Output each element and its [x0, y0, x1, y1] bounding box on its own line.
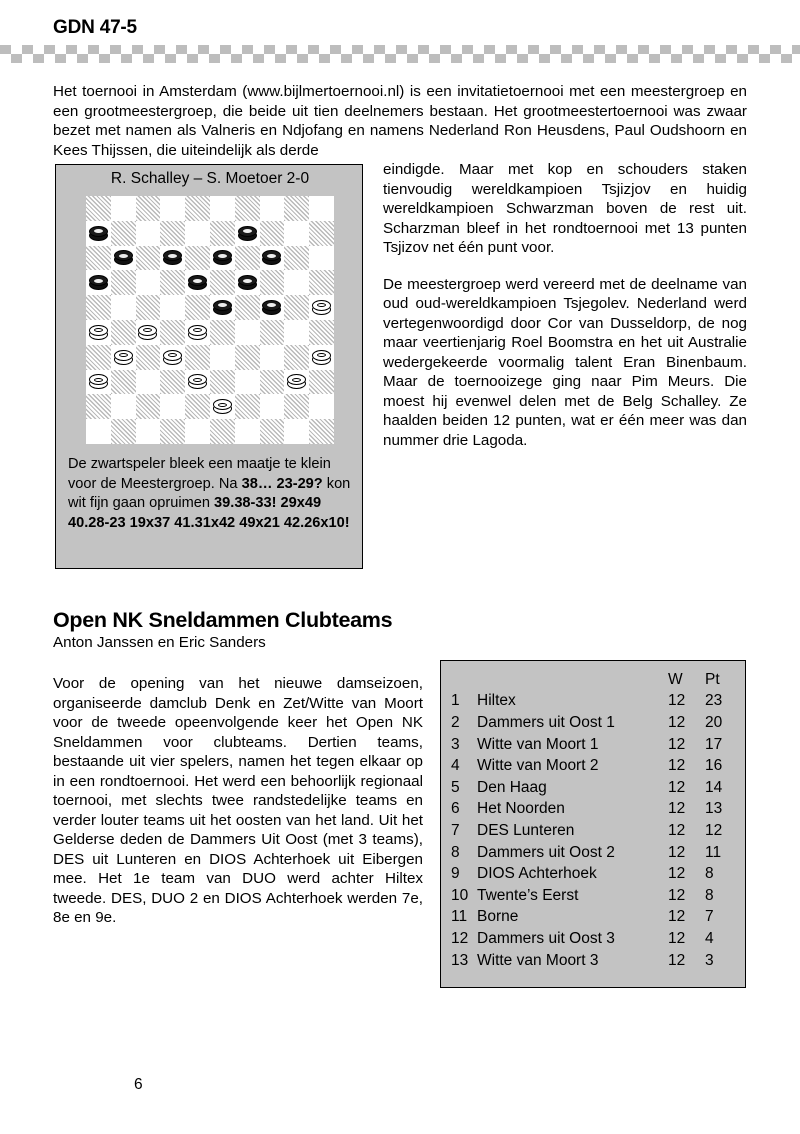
board-square-r3c5 — [185, 246, 210, 271]
table-row — [451, 842, 731, 864]
cell-team: Dammers uit Oost 1 — [477, 713, 615, 731]
cell-rank: 1 — [451, 692, 460, 710]
board-square-r2c1 — [86, 221, 111, 246]
checkered-rule-icon — [0, 45, 800, 63]
board-square-r5c5 — [185, 295, 210, 320]
diagram-note-move-1: 38… 23-29? — [241, 475, 323, 492]
board-square-r4c7 — [235, 270, 260, 295]
cell-wins: 12 — [668, 951, 686, 969]
cell-wins: 12 — [668, 886, 686, 904]
board-square-r9c1 — [86, 394, 111, 419]
cell-rank: 12 — [451, 929, 469, 947]
board-square-r7c8 — [260, 345, 285, 370]
cell-points: 12 — [705, 821, 723, 839]
cell-rank: 3 — [451, 735, 460, 753]
cell-rank: 9 — [451, 865, 460, 883]
board-square-r5c9 — [284, 295, 309, 320]
table-row — [451, 885, 731, 907]
page-number: 6 — [134, 1076, 143, 1093]
cell-points: 16 — [705, 757, 723, 775]
board-square-r6c7 — [235, 320, 260, 345]
cell-team: Den Haag — [477, 778, 547, 796]
diagram-note-text-1: De zwartspeler bleek een maatje te klein voor de Meestergroep. Na — [68, 456, 331, 492]
board-square-r2c10 — [309, 221, 334, 246]
board-square-r8c7 — [235, 370, 260, 395]
diagram-note — [68, 455, 354, 533]
black-piece-icon — [114, 250, 133, 265]
board-square-r5c6 — [210, 295, 235, 320]
cell-wins: 12 — [668, 713, 686, 731]
white-piece-icon — [138, 325, 157, 340]
board-square-r4c8 — [260, 270, 285, 295]
board-square-r1c6 — [210, 196, 235, 221]
cell-points: 3 — [705, 951, 714, 969]
board-square-r9c3 — [136, 394, 161, 419]
cell-team: Twente’s Eerst — [477, 886, 579, 904]
board-square-r6c5 — [185, 320, 210, 345]
board-square-r1c4 — [160, 196, 185, 221]
board-square-r5c8 — [260, 295, 285, 320]
board-square-r2c5 — [185, 221, 210, 246]
board-square-r1c7 — [235, 196, 260, 221]
board-square-r7c6 — [210, 345, 235, 370]
board-square-r3c2 — [111, 246, 136, 271]
white-piece-icon — [287, 374, 306, 389]
board-square-r1c5 — [185, 196, 210, 221]
cell-team: DES Lunteren — [477, 821, 575, 839]
cell-points: 8 — [705, 865, 714, 883]
cell-points: 20 — [705, 713, 723, 731]
board-square-r2c6 — [210, 221, 235, 246]
board-square-r7c3 — [136, 345, 161, 370]
diagram-caption: R. Schalley – S. Moetoer 2-0 — [110, 170, 310, 187]
white-piece-icon — [312, 350, 331, 365]
board-square-r2c9 — [284, 221, 309, 246]
board-square-r4c6 — [210, 270, 235, 295]
table-row — [451, 799, 731, 821]
board-square-r10c4 — [160, 419, 185, 444]
cell-wins: 12 — [668, 778, 686, 796]
piece-disc-top — [163, 350, 182, 361]
piece-disc-top — [238, 226, 257, 237]
cell-team: Het Noorden — [477, 800, 565, 818]
board-square-r4c1 — [86, 270, 111, 295]
black-piece-icon — [262, 250, 281, 265]
cell-rank: 7 — [451, 821, 460, 839]
board-square-r6c1 — [86, 320, 111, 345]
cell-rank: 6 — [451, 800, 460, 818]
board-square-r4c4 — [160, 270, 185, 295]
cell-rank: 11 — [451, 908, 468, 926]
black-piece-icon — [213, 250, 232, 265]
diagram-note-move-2: 39.38-33! 29x49 40.28-23 19x37 41.31x42 49x21 42.26x10! — [68, 495, 350, 531]
board-square-r6c6 — [210, 320, 235, 345]
right-column-paragraph-2: De meestergroep werd vereerd met de deelname van oud oud-wereldkampioen Tsjegolev. Nederland werd vertegenwoordigd door Cor van Dusseldorp, de nog maar veertienjarig Roel Boomstra en het uit Australie wedergekeerde voormalig talent Eran Binenbaum. Maar de toernooizege ging naar Pim Meurs. Die moest hij evenwel delen met de Belg Schalley. Ze haalden beiden 12 punten, wat er één meer was dan nummer drie Lagoda. — [383, 275, 747, 449]
white-piece-icon — [163, 350, 182, 365]
black-piece-icon — [188, 275, 207, 290]
board-square-r10c6 — [210, 419, 235, 444]
board-square-r1c2 — [111, 196, 136, 221]
board-square-r1c1 — [86, 196, 111, 221]
board-square-r3c4 — [160, 246, 185, 271]
cell-points: 4 — [705, 929, 714, 947]
board-square-r8c9 — [284, 370, 309, 395]
piece-disc-top — [114, 350, 133, 361]
board-square-r9c4 — [160, 394, 185, 419]
board-square-r7c10 — [309, 345, 334, 370]
board-square-r9c8 — [260, 394, 285, 419]
header-team — [477, 669, 668, 691]
cell-rank: 5 — [451, 778, 460, 796]
board-square-r5c10 — [309, 295, 334, 320]
board-square-r4c9 — [284, 270, 309, 295]
white-piece-icon — [114, 350, 133, 365]
table-row — [451, 950, 731, 972]
cell-points: 23 — [705, 692, 723, 710]
table-header-row — [451, 669, 731, 691]
draughts-board — [86, 196, 334, 444]
board-square-r6c9 — [284, 320, 309, 345]
cell-rank: 8 — [451, 843, 460, 861]
white-piece-icon — [188, 325, 207, 340]
board-square-r7c1 — [86, 345, 111, 370]
board-square-r8c3 — [136, 370, 161, 395]
table-row — [451, 863, 731, 885]
cell-points: 11 — [705, 843, 722, 861]
table-row — [451, 691, 731, 713]
board-square-r9c9 — [284, 394, 309, 419]
board-square-r10c2 — [111, 419, 136, 444]
black-piece-icon — [163, 250, 182, 265]
cell-wins: 12 — [668, 821, 686, 839]
board-square-r4c2 — [111, 270, 136, 295]
board-square-r8c4 — [160, 370, 185, 395]
board-square-r3c6 — [210, 246, 235, 271]
board-square-r1c3 — [136, 196, 161, 221]
black-piece-icon — [89, 226, 108, 241]
cell-team: DIOS Achterhoek — [477, 865, 597, 883]
table-row — [451, 712, 731, 734]
board-square-r9c7 — [235, 394, 260, 419]
table-row — [451, 734, 731, 756]
board-square-r6c4 — [160, 320, 185, 345]
cell-rank: 10 — [451, 886, 469, 904]
board-square-r7c7 — [235, 345, 260, 370]
right-column-text — [383, 160, 747, 450]
board-square-r2c3 — [136, 221, 161, 246]
black-piece-icon — [262, 300, 281, 315]
board-square-r8c2 — [111, 370, 136, 395]
intro-paragraph: Het toernooi in Amsterdam (www.bijlmertoernooi.nl) is een invitatietoernooi met een meestergroep en een grootmeestergroep, die beide uit tien deelnemers bestaan. Het grootmeestertoernooi was zwaar bezet met namen als Valneris en Ndjofang en namens Nederland Ron Heusdens, Paul Oudshoorn en Kees Thijssen, die uiteindelijk als derde — [53, 83, 747, 159]
board-square-r1c9 — [284, 196, 309, 221]
board-square-r3c9 — [284, 246, 309, 271]
cell-wins: 12 — [668, 692, 686, 710]
board-square-r10c10 — [309, 419, 334, 444]
board-square-r3c10 — [309, 246, 334, 271]
white-piece-icon — [213, 399, 232, 414]
board-square-r10c8 — [260, 419, 285, 444]
table-row — [451, 820, 731, 842]
standings-panel — [440, 660, 746, 988]
board-square-r8c10 — [309, 370, 334, 395]
black-piece-icon — [238, 275, 257, 290]
board-square-r3c1 — [86, 246, 111, 271]
board-square-r6c8 — [260, 320, 285, 345]
page-header-title: GDN 47-5 — [53, 17, 137, 38]
board-square-r10c3 — [136, 419, 161, 444]
board-square-r5c7 — [235, 295, 260, 320]
cell-team: Witte van Moort 3 — [477, 951, 599, 969]
board-square-r9c6 — [210, 394, 235, 419]
board-square-r8c6 — [210, 370, 235, 395]
cell-points: 8 — [705, 886, 714, 904]
board-square-r7c4 — [160, 345, 185, 370]
piece-disc-top — [188, 325, 207, 336]
standings-table-body — [451, 691, 731, 972]
cell-team: Hiltex — [477, 692, 516, 710]
piece-disc-top — [89, 226, 108, 237]
board-square-r9c2 — [111, 394, 136, 419]
cell-wins: 12 — [668, 735, 686, 753]
board-square-r5c1 — [86, 295, 111, 320]
board-square-r3c8 — [260, 246, 285, 271]
board-square-r6c2 — [111, 320, 136, 345]
board-square-r8c5 — [185, 370, 210, 395]
table-row — [451, 907, 731, 929]
piece-disc-top — [213, 300, 232, 311]
header-rank — [451, 669, 477, 691]
cell-rank: 4 — [451, 757, 460, 775]
cell-wins: 12 — [668, 908, 686, 926]
cell-team: Dammers uit Oost 2 — [477, 843, 615, 861]
cell-wins: 12 — [668, 929, 686, 947]
cell-wins: 12 — [668, 843, 686, 861]
cell-wins: 12 — [668, 800, 686, 818]
board-square-r3c3 — [136, 246, 161, 271]
white-piece-icon — [188, 374, 207, 389]
standings-table — [451, 669, 731, 971]
white-piece-icon — [89, 325, 108, 340]
board-square-r4c5 — [185, 270, 210, 295]
table-row — [451, 777, 731, 799]
board-square-r6c3 — [136, 320, 161, 345]
cell-wins: 12 — [668, 865, 686, 883]
table-row — [451, 755, 731, 777]
diagram-panel — [55, 164, 363, 569]
cell-team: Witte van Moort 2 — [477, 757, 599, 775]
cell-team: Dammers uit Oost 3 — [477, 929, 615, 947]
board-square-r7c9 — [284, 345, 309, 370]
board-square-r9c10 — [309, 394, 334, 419]
board-square-r5c2 — [111, 295, 136, 320]
board-square-r4c10 — [309, 270, 334, 295]
cell-points: 7 — [705, 908, 714, 926]
table-row — [451, 928, 731, 950]
section-title: Open NK Sneldammen Clubteams — [53, 608, 393, 632]
board-square-r10c5 — [185, 419, 210, 444]
board-square-r7c5 — [185, 345, 210, 370]
black-piece-icon — [89, 275, 108, 290]
board-square-r8c1 — [86, 370, 111, 395]
cell-points: 13 — [705, 800, 723, 818]
piece-disc-top — [312, 350, 331, 361]
board-square-r2c4 — [160, 221, 185, 246]
section-paragraph: Voor de opening van het nieuwe damseizoen, organiseerde damclub Denk en Zet/Witte van Moort voor de tweede opeenvolgende keer het Open NK Sneldammen voor clubteams. Dertien teams, bestaande uit vier spelers, namen het tegen elkaar op in een rondtoernooi. Het werd een behoorlijk regionaal toernooi, met slechts twee randstedelijke teams en verder louter teams uit het oosten van het land. Uit het Gelderse deden de Dammers Uit Oost (met 3 teams), DES uit Lunteren en DIOS Achterhoek uit Eibergen mee. Het 1e team van DUO werd achter Hiltex tweede. DES, DUO 2 en DIOS Achterhoek werden 7e, 8e en 9e. — [53, 675, 423, 926]
board-square-r10c1 — [86, 419, 111, 444]
right-column-paragraph-1: eindigde. Maar met kop en schouders staken tienvoudig wereldkampioen Tsjizjov en huidig wereldkampioen Schwarzman boven de rest uit. Scharzman bleef in het rondtoernooi met 13 punten Tsjizov net één punt voor. — [383, 161, 747, 256]
board-square-r7c2 — [111, 345, 136, 370]
board-square-r9c5 — [185, 394, 210, 419]
cell-rank: 13 — [451, 951, 469, 969]
cell-team: Witte van Moort 1 — [477, 735, 599, 753]
board-square-r10c9 — [284, 419, 309, 444]
board-square-r2c7 — [235, 221, 260, 246]
board-square-r1c10 — [309, 196, 334, 221]
piece-disc-top — [89, 325, 108, 336]
board-square-r4c3 — [136, 270, 161, 295]
white-piece-icon — [89, 374, 108, 389]
board-square-r5c4 — [160, 295, 185, 320]
board-square-r2c2 — [111, 221, 136, 246]
cell-points: 14 — [705, 778, 723, 796]
cell-wins: 12 — [668, 757, 686, 775]
header-points: Pt — [705, 670, 720, 688]
board-square-r10c7 — [235, 419, 260, 444]
board-square-r2c8 — [260, 221, 285, 246]
cell-team: Borne — [477, 908, 519, 926]
white-piece-icon — [312, 300, 331, 315]
board-square-r1c8 — [260, 196, 285, 221]
board-square-r5c3 — [136, 295, 161, 320]
standings-table-head — [451, 669, 731, 691]
board-square-r3c7 — [235, 246, 260, 271]
diagram-note-text-2: kon wit fijn gaan opruimen — [68, 475, 351, 511]
black-piece-icon — [238, 226, 257, 241]
cell-rank: 2 — [451, 713, 460, 731]
cell-points: 17 — [705, 735, 723, 753]
board-square-r6c10 — [309, 320, 334, 345]
board-square-r8c8 — [260, 370, 285, 395]
header-wins: W — [668, 670, 683, 688]
black-piece-icon — [213, 300, 232, 315]
section-byline: Anton Janssen en Eric Sanders — [53, 634, 266, 651]
